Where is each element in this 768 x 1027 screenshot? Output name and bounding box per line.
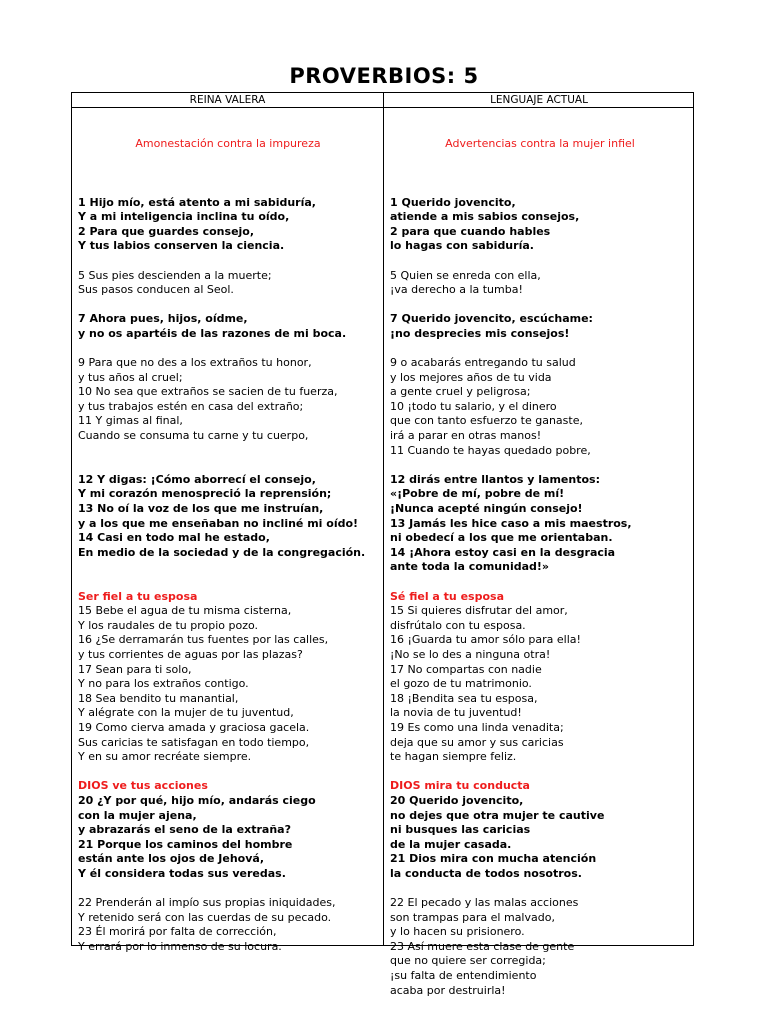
- verse-line: 10 ¡todo tu salario, y el dinero: [390, 399, 557, 413]
- verse-line: 21 Dios mira con mucha atención: [390, 852, 597, 866]
- verse-line: [78, 560, 378, 575]
- verse-line: con la mujer ajena,: [78, 808, 197, 822]
- verse-line: [78, 458, 378, 473]
- verse-line: están ante los ojos de Jehová,: [78, 852, 264, 866]
- verse-line: ¡Nunca acepté ningún consejo!: [390, 502, 583, 516]
- verse-line: 7 Ahora pues, hijos, oídme,: [78, 312, 248, 326]
- verse-line: 18 Sea bendito tu manantial,: [78, 691, 239, 705]
- verse-line: son trampas para el malvado,: [390, 910, 555, 924]
- verse-line: Y errará por lo inmenso de su locura.: [78, 939, 282, 953]
- verse-line: 13 Jamás les hice caso a mis maestros,: [390, 516, 632, 530]
- verse-line: 12 dirás entre llantos y lamentos:: [390, 472, 600, 486]
- verse-line: Y los raudales de tu propio pozo.: [78, 618, 259, 632]
- verse-line: 15 Bebe el agua de tu misma cisterna,: [78, 604, 292, 618]
- verse-line: que con tanto esfuerzo te ganaste,: [390, 414, 583, 428]
- verse-line: 15 Si quieres disfrutar del amor,: [390, 604, 568, 618]
- column-divider: [383, 93, 384, 945]
- verse-line: [78, 444, 378, 459]
- verse-line: Y retenido será con las cuerdas de su pecado.: [78, 910, 332, 924]
- verse-line: la novia de tu juventud!: [390, 706, 522, 720]
- verse-line: 2 Para que guardes consejo,: [78, 224, 255, 238]
- verse-line: 12 Y digas: ¡Cómo aborrecí el consejo,: [78, 472, 316, 486]
- verse-line: irá a parar en otras manos!: [390, 429, 542, 443]
- verse-line: [390, 181, 690, 196]
- verse-line: atiende a mis sabios consejos,: [390, 210, 580, 224]
- verse-line: y no os apartéis de las razones de mi boca.: [78, 326, 347, 340]
- verse-line: a gente cruel y peligrosa;: [390, 385, 531, 399]
- verse-line: Cuando se consuma tu carne y tu cuerpo,: [78, 429, 309, 443]
- verse-line: 11 Y gimas al final,: [78, 414, 183, 428]
- verse-line: [78, 254, 378, 269]
- verse-line: 17 No compartas con nadie: [390, 662, 542, 676]
- column-lenguaje-actual: [390, 108, 690, 1027]
- column-header-reina-valera: REINA VALERA: [189, 94, 266, 106]
- verse-line: ante toda la comunidad!»: [390, 560, 550, 574]
- verse-line: 1 Querido jovencito,: [390, 195, 516, 209]
- verse-line: deja que su amor y sus caricias: [390, 735, 564, 749]
- verse-line: 19 Como cierva amada y graciosa gacela.: [78, 720, 310, 734]
- verse-line: [390, 298, 690, 313]
- verse-line: 20 ¿Y por qué, hijo mío, andarás ciego: [78, 793, 316, 807]
- verse-line: 2 para que cuando hables: [390, 224, 551, 238]
- verse-line: [78, 342, 378, 357]
- comparison-table: [71, 92, 694, 997]
- verse-line: la conducta de todos nosotros.: [390, 866, 582, 880]
- column-header-lenguaje-actual: LENGUAJE ACTUAL: [490, 94, 588, 106]
- verse-line: 22 Prenderán al impío sus propias iniquidades,: [78, 896, 336, 910]
- verse-line: [78, 765, 378, 780]
- verse-line: [390, 575, 690, 590]
- verse-line: «¡Pobre de mí, pobre de mí!: [390, 487, 565, 501]
- verse-line: Y mi corazón menospreció la reprensión;: [78, 487, 332, 501]
- verse-line: 9 o acabarás entregando tu salud: [390, 356, 576, 370]
- verse-line: y tus corrientes de aguas por las plazas?: [78, 647, 303, 661]
- verse-line: Y él considera todas sus veredas.: [78, 866, 286, 880]
- verse-line: ni busques las caricias: [390, 823, 531, 837]
- verse-line: [390, 458, 690, 473]
- verse-line: acaba por destruirla!: [390, 983, 506, 997]
- verse-line: y tus trabajos estén en casa del extraño;: [78, 399, 304, 413]
- verse-line: [78, 181, 378, 196]
- verse-line: y lo hacen su prisionero.: [390, 925, 525, 939]
- verse-line: lo hagas con sabiduría.: [390, 239, 534, 253]
- verse-line: ¡va derecho a la tumba!: [390, 283, 523, 297]
- verse-line: [78, 881, 378, 896]
- verse-line: 23 Él morirá por falta de corrección,: [78, 925, 277, 939]
- verse-line: En medio de la sociedad y de la congregación.: [78, 545, 366, 559]
- verse-line: Y a mi inteligencia inclina tu oído,: [78, 210, 290, 224]
- verse-line: [390, 254, 690, 269]
- column-reina-valera: [78, 108, 378, 984]
- verse-line: 1 Hijo mío, está atento a mi sabiduría,: [78, 195, 316, 209]
- verse-line: y tus años al cruel;: [78, 370, 183, 384]
- verse-line: 16 ¿Se derramarán tus fuentes por las calles,: [78, 633, 329, 647]
- verse-line: Sus pasos conducen al Seol.: [78, 283, 234, 297]
- verse-line: te hagan siempre feliz.: [390, 750, 517, 764]
- verse-line: 14 Casi en todo mal he estado,: [78, 531, 270, 545]
- section-heading: Sé fiel a tu esposa: [390, 589, 505, 603]
- verse-line: y abrazarás el seno de la extraña?: [78, 823, 291, 837]
- verse-line: y los mejores años de tu vida: [390, 370, 552, 384]
- verse-line: [390, 342, 690, 357]
- verse-line: [390, 765, 690, 780]
- verse-line: 21 Porque los caminos del hombre: [78, 837, 293, 851]
- section-heading: DIOS mira tu conducta: [390, 779, 530, 793]
- verse-line: ¡su falta de entendimiento: [390, 969, 537, 983]
- verse-line: 5 Quien se enreda con ella,: [390, 268, 541, 282]
- section-subtitle: Advertencias contra la mujer infiel: [445, 137, 635, 151]
- verse-line: [78, 298, 378, 313]
- verse-line: 9 Para que no des a los extraños tu honor,: [78, 356, 312, 370]
- verse-list: [78, 181, 378, 954]
- verse-list: [390, 181, 690, 998]
- verse-line: 11 Cuando te hayas quedado pobre,: [390, 443, 591, 457]
- verse-line: 5 Sus pies descienden a la muerte;: [78, 268, 272, 282]
- verse-line: Y tus labios conserven la ciencia.: [78, 239, 285, 253]
- verse-line: 14 ¡Ahora estoy casi en la desgracia: [390, 545, 616, 559]
- section-heading: DIOS ve tus acciones: [78, 779, 208, 793]
- section-heading: Ser fiel a tu esposa: [78, 589, 198, 603]
- verse-line: no dejes que otra mujer te cautive: [390, 808, 605, 822]
- verse-line: Y no para los extraños contigo.: [78, 677, 249, 691]
- page-title: PROVERBIOS: 5: [289, 64, 479, 88]
- verse-line: 20 Querido jovencito,: [390, 793, 524, 807]
- verse-line: ¡no desprecies mis consejos!: [390, 326, 570, 340]
- verse-line: y a los que me enseñaban no incliné mi oído!: [78, 516, 359, 530]
- section-subtitle: Amonestación contra la impureza: [135, 137, 321, 151]
- verse-line: 18 ¡Bendita sea tu esposa,: [390, 691, 538, 705]
- verse-line: disfrútalo con tu esposa.: [390, 618, 526, 632]
- verse-line: [390, 881, 690, 896]
- verse-line: Y alégrate con la mujer de tu juventud,: [78, 706, 294, 720]
- verse-line: 19 Es como una linda venadita;: [390, 720, 564, 734]
- verse-line: el gozo de tu matrimonio.: [390, 677, 532, 691]
- verse-line: ni obedecí a los que me orientaban.: [390, 531, 613, 545]
- verse-line: Sus caricias te satisfagan en todo tiempo,: [78, 735, 310, 749]
- verse-line: 17 Sean para ti solo,: [78, 662, 192, 676]
- verse-line: 7 Querido jovencito, escúchame:: [390, 312, 593, 326]
- verse-line: 22 El pecado y las malas acciones: [390, 896, 579, 910]
- verse-line: 16 ¡Guarda tu amor sólo para ella!: [390, 633, 581, 647]
- verse-line: que no quiere ser corregida;: [390, 954, 546, 968]
- verse-line: 10 No sea que extraños se sacien de tu fuerza,: [78, 385, 338, 399]
- verse-line: 13 No oí la voz de los que me instruían,: [78, 502, 324, 516]
- verse-line: de la mujer casada.: [390, 837, 512, 851]
- verse-line: ¡No se lo des a ninguna otra!: [390, 647, 551, 661]
- verse-line: 23 Así muere esta clase de gente: [390, 939, 575, 953]
- verse-line: Y en su amor recréate siempre.: [78, 750, 252, 764]
- verse-line: [78, 575, 378, 590]
